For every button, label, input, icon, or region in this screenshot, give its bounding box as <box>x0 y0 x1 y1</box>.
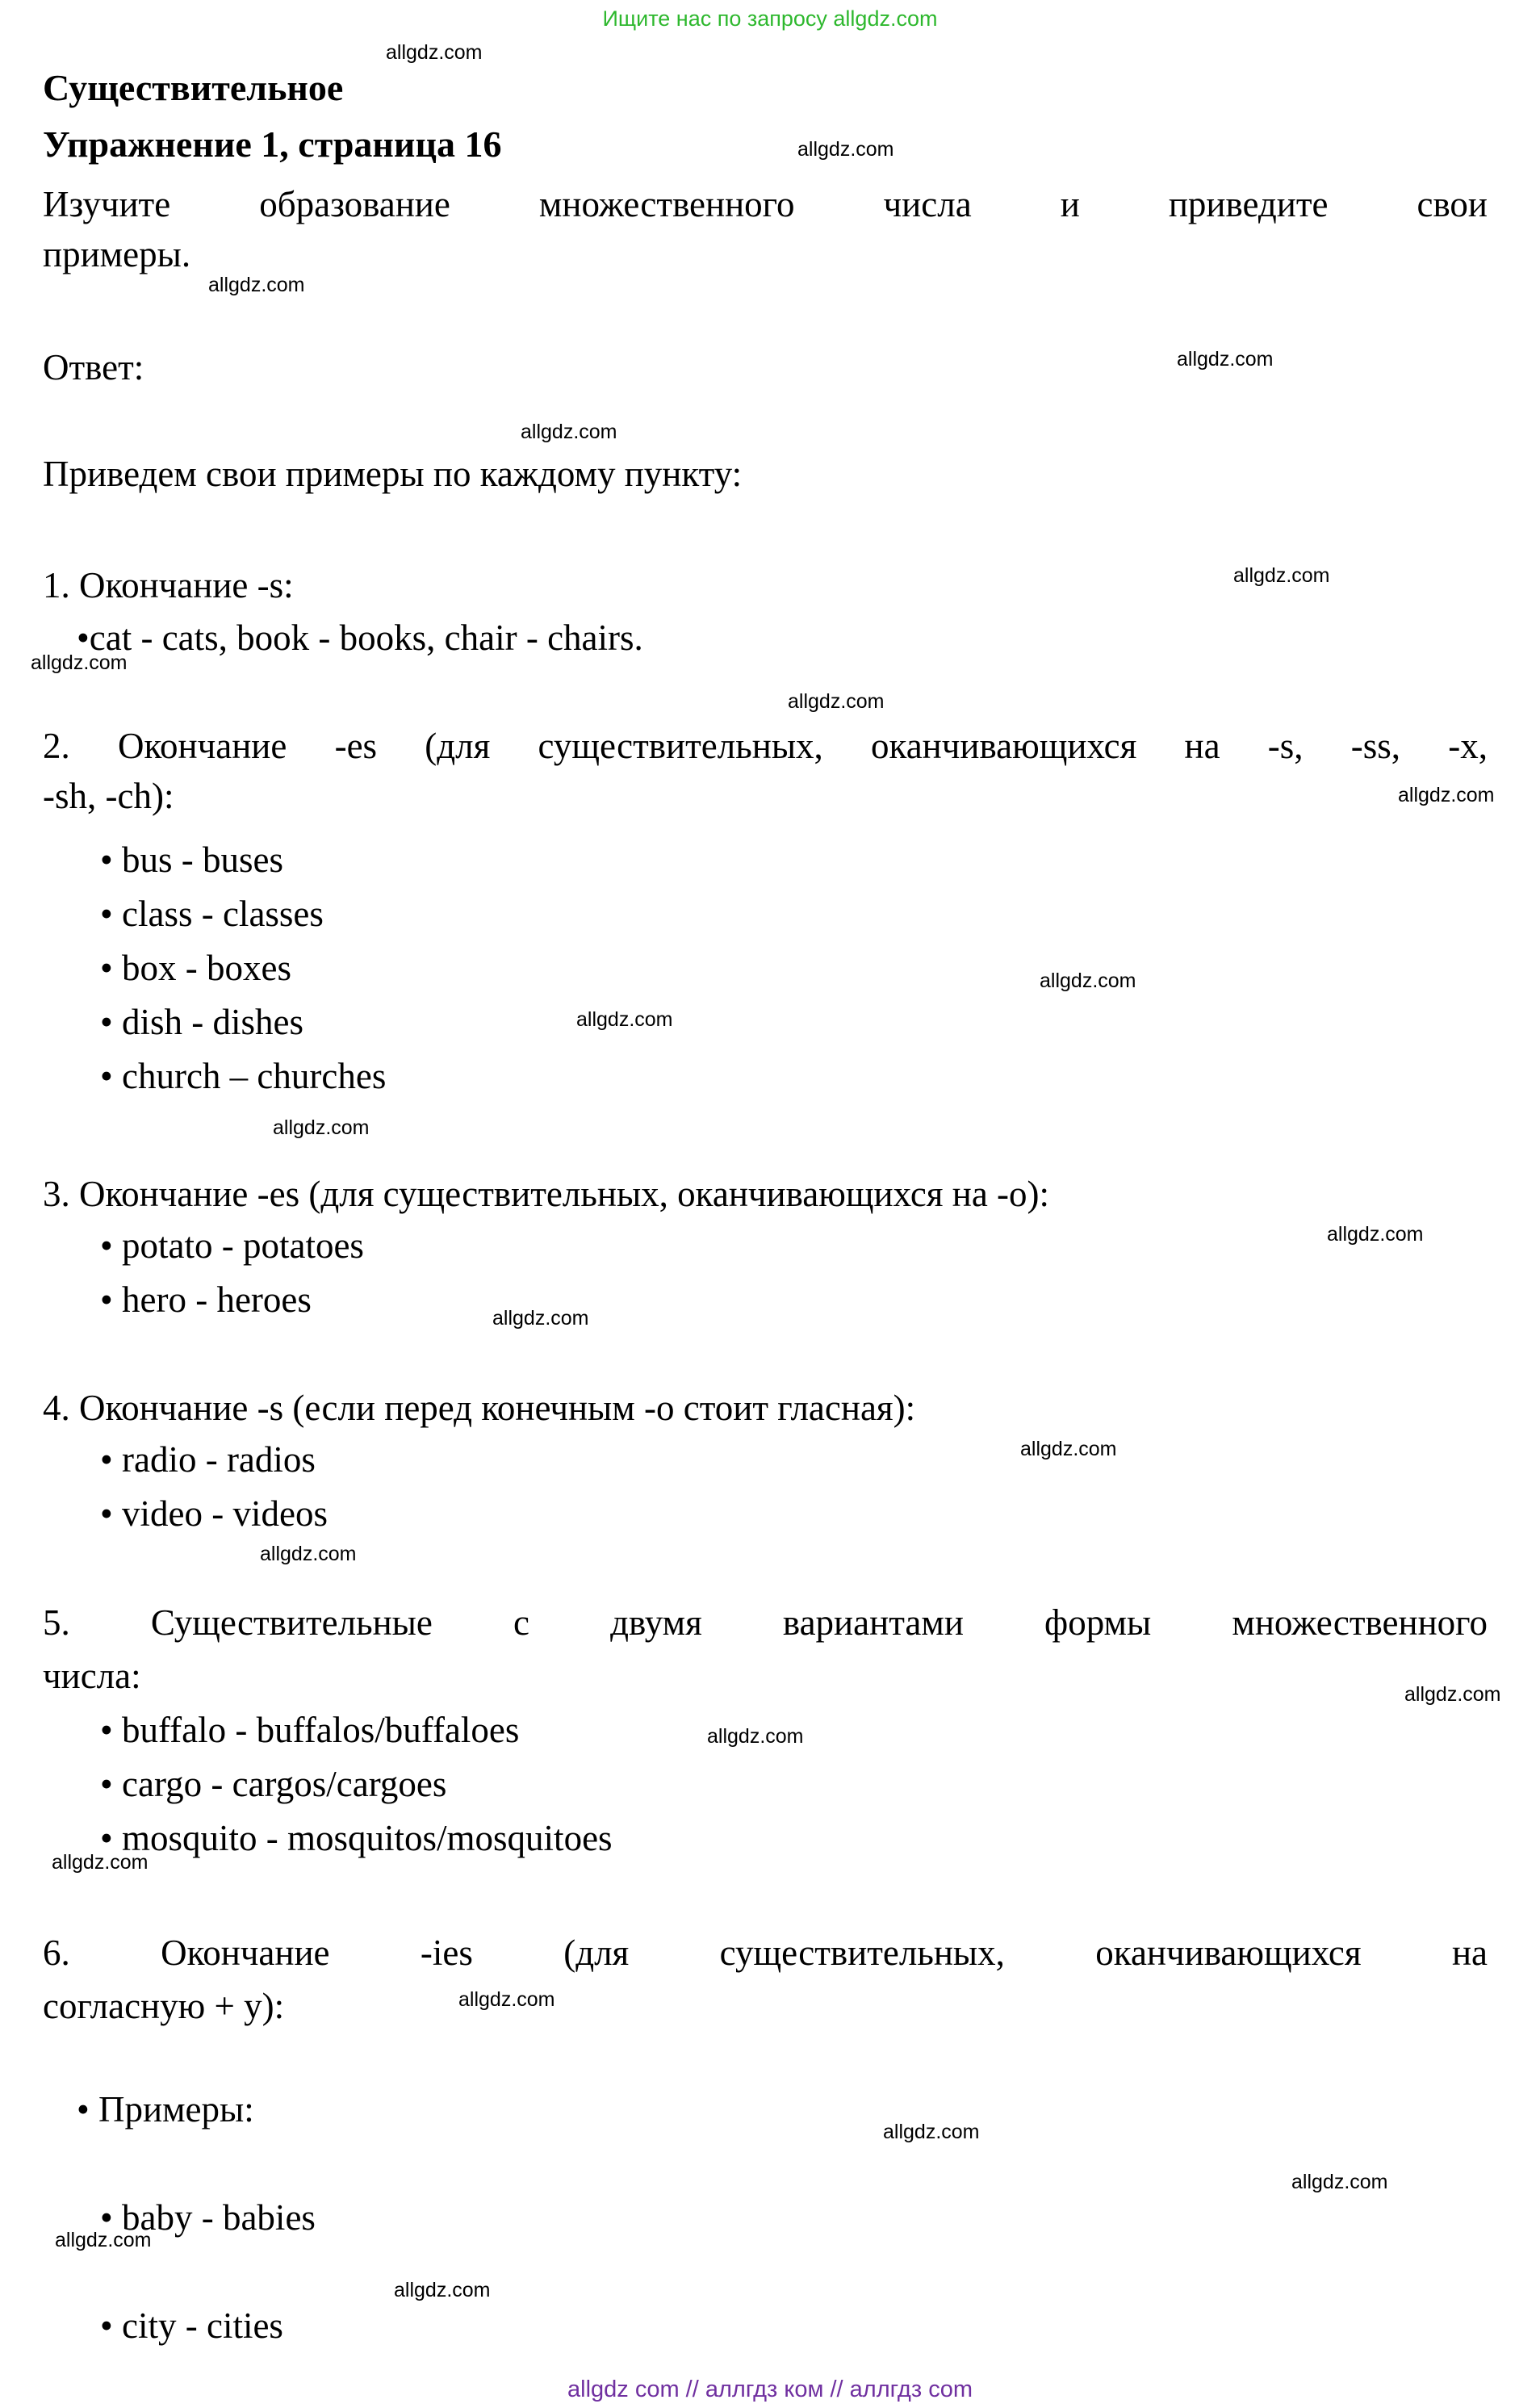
section-6-title-line-2: согласную + y): <box>43 1986 285 2026</box>
watermark: allgdz.com <box>1398 784 1495 806</box>
watermark: allgdz.com <box>1404 1683 1501 1706</box>
section-3-title: 3. Окончание -es (для существительных, оканчивающихся на -o): <box>43 1174 1050 1214</box>
page-title: Существительное <box>43 67 344 108</box>
section-5-title-line-1: 5. Существительные с двумя вариантами формы множественного <box>43 1602 1488 1643</box>
watermark: allgdz.com <box>1327 1223 1424 1246</box>
bottom-banner: allgdz com // аллгдз ком // аллгдз com <box>567 2377 973 2402</box>
list-item: • box - boxes <box>100 948 291 988</box>
section-1-title: 1. Окончание -s: <box>43 565 294 605</box>
watermark: allgdz.com <box>31 651 128 674</box>
section-6-title <box>43 1926 1488 2033</box>
section-4-title: 4. Окончание -s (если перед конечным -o стоит гласная): <box>43 1388 916 1428</box>
watermark: allgdz.com <box>1177 348 1274 371</box>
watermark: allgdz.com <box>386 41 483 64</box>
list-item: • city - cities <box>100 2305 283 2346</box>
watermark: allgdz.com <box>707 1725 804 1748</box>
section-5-title-line-2: числа: <box>43 1656 141 1696</box>
section-2-list <box>100 833 386 1103</box>
watermark: allgdz.com <box>1233 564 1330 587</box>
watermark: allgdz.com <box>52 1851 149 1874</box>
watermark: allgdz.com <box>788 690 885 713</box>
list-item: • dish - dishes <box>100 1002 304 1042</box>
list-item: • radio - radios <box>100 1439 316 1480</box>
section-1-item-1: •cat - cats, book - books, chair - chairs. <box>77 618 643 658</box>
watermark: allgdz.com <box>576 1008 673 1031</box>
section-6-examples-label: • Примеры: <box>77 2089 254 2130</box>
answer-label: Ответ: <box>43 347 144 387</box>
list-item: • buffalo - buffalos/buffaloes <box>100 1710 520 1750</box>
watermark: allgdz.com <box>521 421 617 443</box>
section-5-title <box>43 1596 1488 1702</box>
watermark: allgdz.com <box>458 1988 555 2011</box>
watermark: allgdz.com <box>260 1543 357 1565</box>
list-item: • bus - buses <box>100 840 283 880</box>
section-3-list <box>100 1219 364 1327</box>
watermark: allgdz.com <box>273 1116 370 1139</box>
list-item: • video - videos <box>100 1493 328 1534</box>
intro-paragraph <box>43 179 1488 279</box>
section-5-list <box>100 1703 613 1866</box>
watermark: allgdz.com <box>1291 2171 1388 2193</box>
watermark: allgdz.com <box>394 2279 491 2301</box>
list-item: • mosquito - mosquitos/mosquitoes <box>100 1818 613 1858</box>
watermark: allgdz.com <box>797 138 894 161</box>
exercise-title: Упражнение 1, страница 16 <box>43 124 502 165</box>
intro-line-2: примеры. <box>43 234 191 274</box>
watermark: allgdz.com <box>208 274 305 296</box>
watermark: allgdz.com <box>492 1307 589 1330</box>
intro-line-1: Изучите образование множественного числа и приведите свои <box>43 184 1488 224</box>
section-2-title-line-1: 2. Окончание -es (для существительных, оканчивающихся на -s, -ss, -x, <box>43 726 1488 766</box>
watermark: allgdz.com <box>883 2121 980 2143</box>
top-banner: Ищите нас по запросу allgdz.com <box>602 6 938 31</box>
watermark: allgdz.com <box>1020 1438 1117 1460</box>
watermark: allgdz.com <box>55 2229 152 2251</box>
watermark: allgdz.com <box>1040 969 1136 992</box>
section-6-title-line-1: 6. Окончание -ies (для существительных, оканчивающихся на <box>43 1933 1488 1973</box>
list-item: • hero - heroes <box>100 1279 312 1320</box>
list-item: • class - classes <box>100 894 324 934</box>
section-4-list <box>100 1433 328 1541</box>
list-item: • church – churches <box>100 1056 387 1096</box>
list-item: • potato - potatoes <box>100 1225 364 1266</box>
list-item: • cargo - cargos/cargoes <box>100 1764 447 1804</box>
section-2-title <box>43 721 1488 821</box>
list-item: • baby - babies <box>100 2197 316 2238</box>
lead-text: Приведем свои примеры по каждому пункту: <box>43 454 743 494</box>
section-2-title-line-2: -sh, -ch): <box>43 776 174 816</box>
